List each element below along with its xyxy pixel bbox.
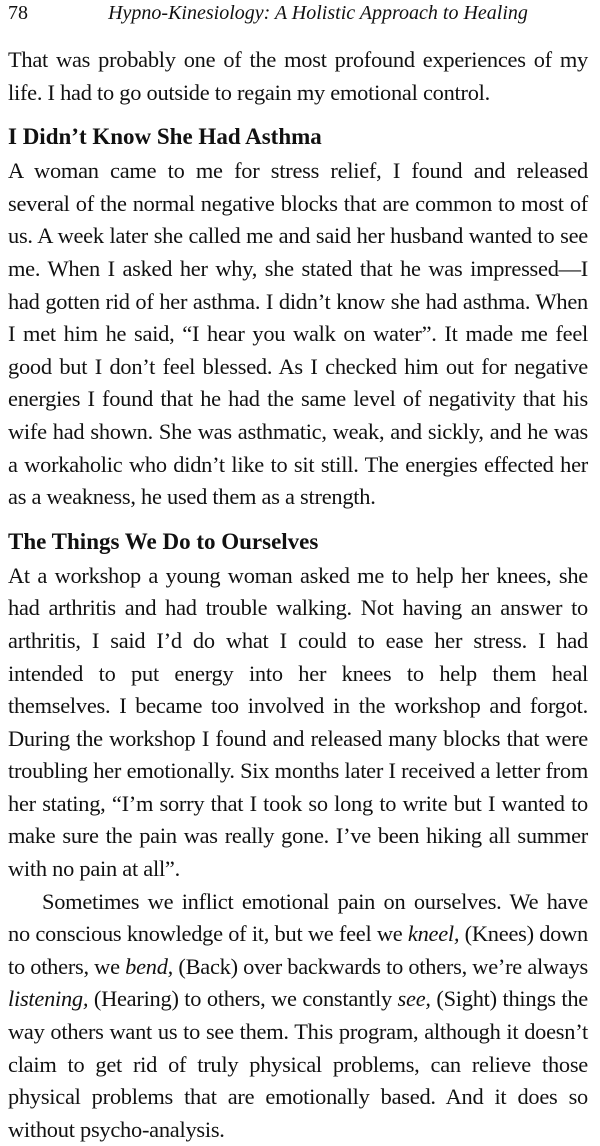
workshop-paragraph: At a workshop a young woman asked me to help her knees, she had arthritis and had trouble walking. Not having an answer to arthritis, I said I’d do what I could to ease her stress. I had intended to put energy into her knees to help them heal themselves. I became too involved in the workshop and forgot. During the workshop I found and released many blocks that were troubling her emotionally. Six months later I received a letter from her stating, “I’m sorry that I took so long to write but I wanted to make sure the pain was really gone. I’ve been hiking all summer with no pain at all”. [8, 562, 588, 882]
emotional-pain-paragraph [8, 886, 588, 1146]
text-run: Sometimes we inflict emotional pain on ourselves. We have no conscious knowledge of it, but we feel we [8, 888, 588, 947]
asthma-paragraph: A woman came to me for stress relief, I found and released several of the normal negative blocks that are common to most of us. A week later she called me and said her husband wanted to see me. When I asked her why, she stated that he was impressed—I had gotten rid of her asthma. I didn’t know she had asthma. When I met him he said, “I hear you walk on water”. It made me feel good but I don’t feel blessed. As I checked him out for negative energies I found that he had the same level of negativity that his wife had shown. She was asthmatic, weak, and sickly, and he was a workaholic who didn’t like to sit still. The energies effected her as a weakness, he used them as a strength. [8, 158, 588, 510]
intro-paragraph: That was probably one of the most profound experiences of my life. I had to go outside to regain my emotional control. [8, 47, 588, 105]
emphasis-see: see, [397, 986, 431, 1012]
text-run: (Hearing) to others, we constantly [88, 986, 398, 1012]
running-head [8, 0, 588, 30]
section-heading-asthma: I Didn’t Know She Had Asthma [8, 124, 322, 150]
emphasis-listening: listening, [8, 986, 89, 1012]
section-heading-ourselves: The Things We Do to Ourselves [8, 528, 319, 554]
running-title: Hypno-Kinesiology: A Holistic Approach to Healing [108, 2, 528, 24]
page-number: 78 [8, 2, 28, 24]
text-run: (Back) over backwards to others, we’re always [173, 953, 589, 979]
emphasis-bend: bend, [125, 953, 174, 979]
text-run: (Sight) things the way others want us to see them. This program, although it doesn’t claim to get rid of truly physical problems, can relieve those physical problems that are emotionally based. And it does so without psycho-analysis. [8, 986, 588, 1142]
text-run: (Knees) down to others, we [8, 921, 588, 979]
emphasis-kneel: kneel, [407, 921, 460, 947]
